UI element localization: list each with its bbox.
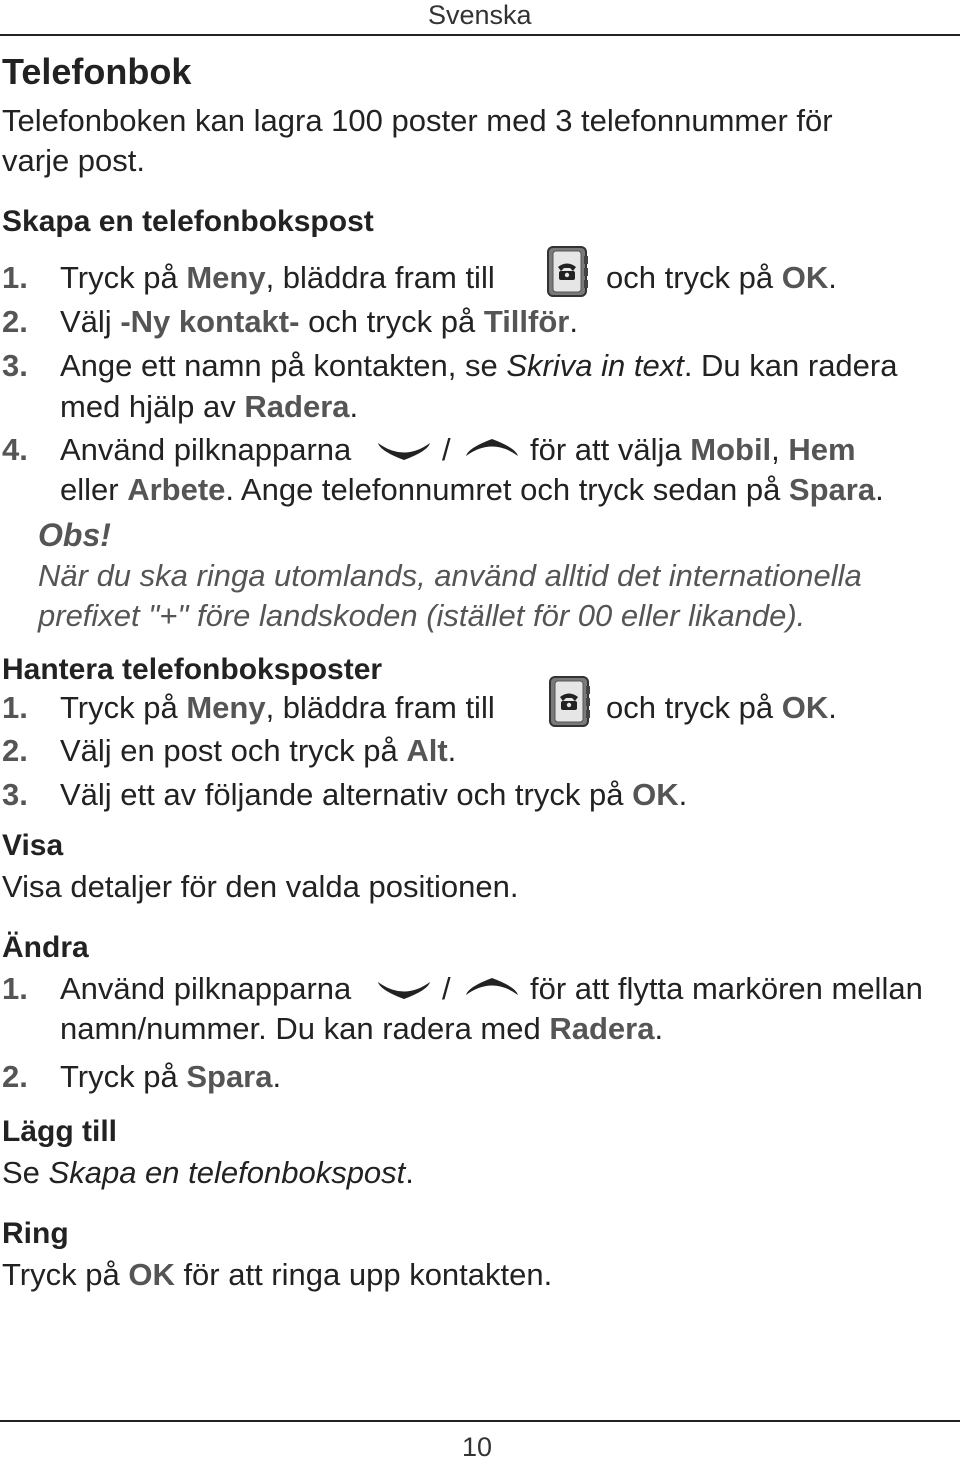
andra-step-1: 1. Använd pilknapparna <box>2 971 352 1006</box>
header-language: Svenska <box>428 0 532 30</box>
phonebook-icon <box>546 246 590 303</box>
note-label: Obs! <box>38 517 111 553</box>
create-step-3: 3. Ange ett namn på kontakten, se Skriva in text. Du kan radera <box>2 348 898 383</box>
create-step-2: 2. Välj -Ny kontakt- och tryck på Tillför. <box>2 304 578 339</box>
page-number: 10 <box>462 1432 493 1462</box>
step-number: 1. <box>2 260 28 295</box>
andra-step-2: 2. Tryck på Spara. <box>2 1059 282 1094</box>
note-text-1: När du ska ringa utomlands, använd alltid det internationella <box>38 558 862 593</box>
create-step-4: 4. Använd pilknapparna <box>2 432 352 467</box>
phonebook-icon <box>548 676 592 733</box>
slash: / <box>442 971 451 1006</box>
manage-heading: Hantera telefonboksposter <box>2 653 383 686</box>
create-step-4-cont: eller Arbete. Ange telefonnumret och tryck sedan på Spara. <box>60 472 884 507</box>
andra-step-1-tail: för att flytta markören mellan <box>530 971 923 1006</box>
footer-rule <box>0 1420 960 1422</box>
andra-step-1-cont: namn/nummer. Du kan radera med Radera. <box>60 1011 664 1046</box>
intro-text-cont: varje post. <box>2 143 146 178</box>
visa-text: Visa detaljer för den valda positionen. <box>2 869 519 904</box>
note-text-2: prefixet "+" före landskoden (istället för 00 eller likande). <box>38 598 806 633</box>
create-heading: Skapa en telefonbokspost <box>2 205 374 238</box>
create-step-1: 1. Tryck på Meny, bläddra fram till <box>2 260 495 295</box>
ring-text: Tryck på OK för att ringa upp kontakten. <box>2 1257 553 1292</box>
arrow-up-icon <box>462 436 522 465</box>
step-number: 4. <box>2 432 28 467</box>
step-number: 3. <box>2 777 28 812</box>
create-step-1-tail: och tryck på OK. <box>606 260 837 295</box>
manage-step-1-tail: och tryck på OK. <box>606 690 837 725</box>
step-number: 3. <box>2 348 28 383</box>
intro-text: Telefonboken kan lagra 100 poster med 3 telefonnummer för <box>2 103 833 138</box>
lagg-heading: Lägg till <box>2 1115 117 1148</box>
arrow-down-icon <box>374 438 434 467</box>
ring-heading: Ring <box>2 1217 69 1250</box>
lagg-text: Se Skapa en telefonbokspost. <box>2 1155 414 1190</box>
slash: / <box>442 432 451 467</box>
step-number: 1. <box>2 971 28 1006</box>
create-step-3-cont: med hjälp av Radera. <box>60 389 359 424</box>
step-number: 2. <box>2 1059 28 1094</box>
manage-step-1: 1. Tryck på Meny, bläddra fram till <box>2 690 495 725</box>
andra-heading: Ändra <box>2 931 89 964</box>
step-number: 2. <box>2 304 28 339</box>
manage-step-3: 3. Välj ett av följande alternativ och tryck på OK. <box>2 777 688 812</box>
create-step-4-tail: för att välja Mobil, Hem <box>530 432 856 467</box>
arrow-up-icon <box>462 975 522 1004</box>
page-title: Telefonbok <box>2 51 192 92</box>
header-rule <box>0 34 960 36</box>
step-number: 1. <box>2 690 28 725</box>
arrow-down-icon <box>374 977 434 1006</box>
step-number: 2. <box>2 733 28 768</box>
visa-heading: Visa <box>2 829 64 862</box>
manage-step-2: 2. Välj en post och tryck på Alt. <box>2 733 457 768</box>
